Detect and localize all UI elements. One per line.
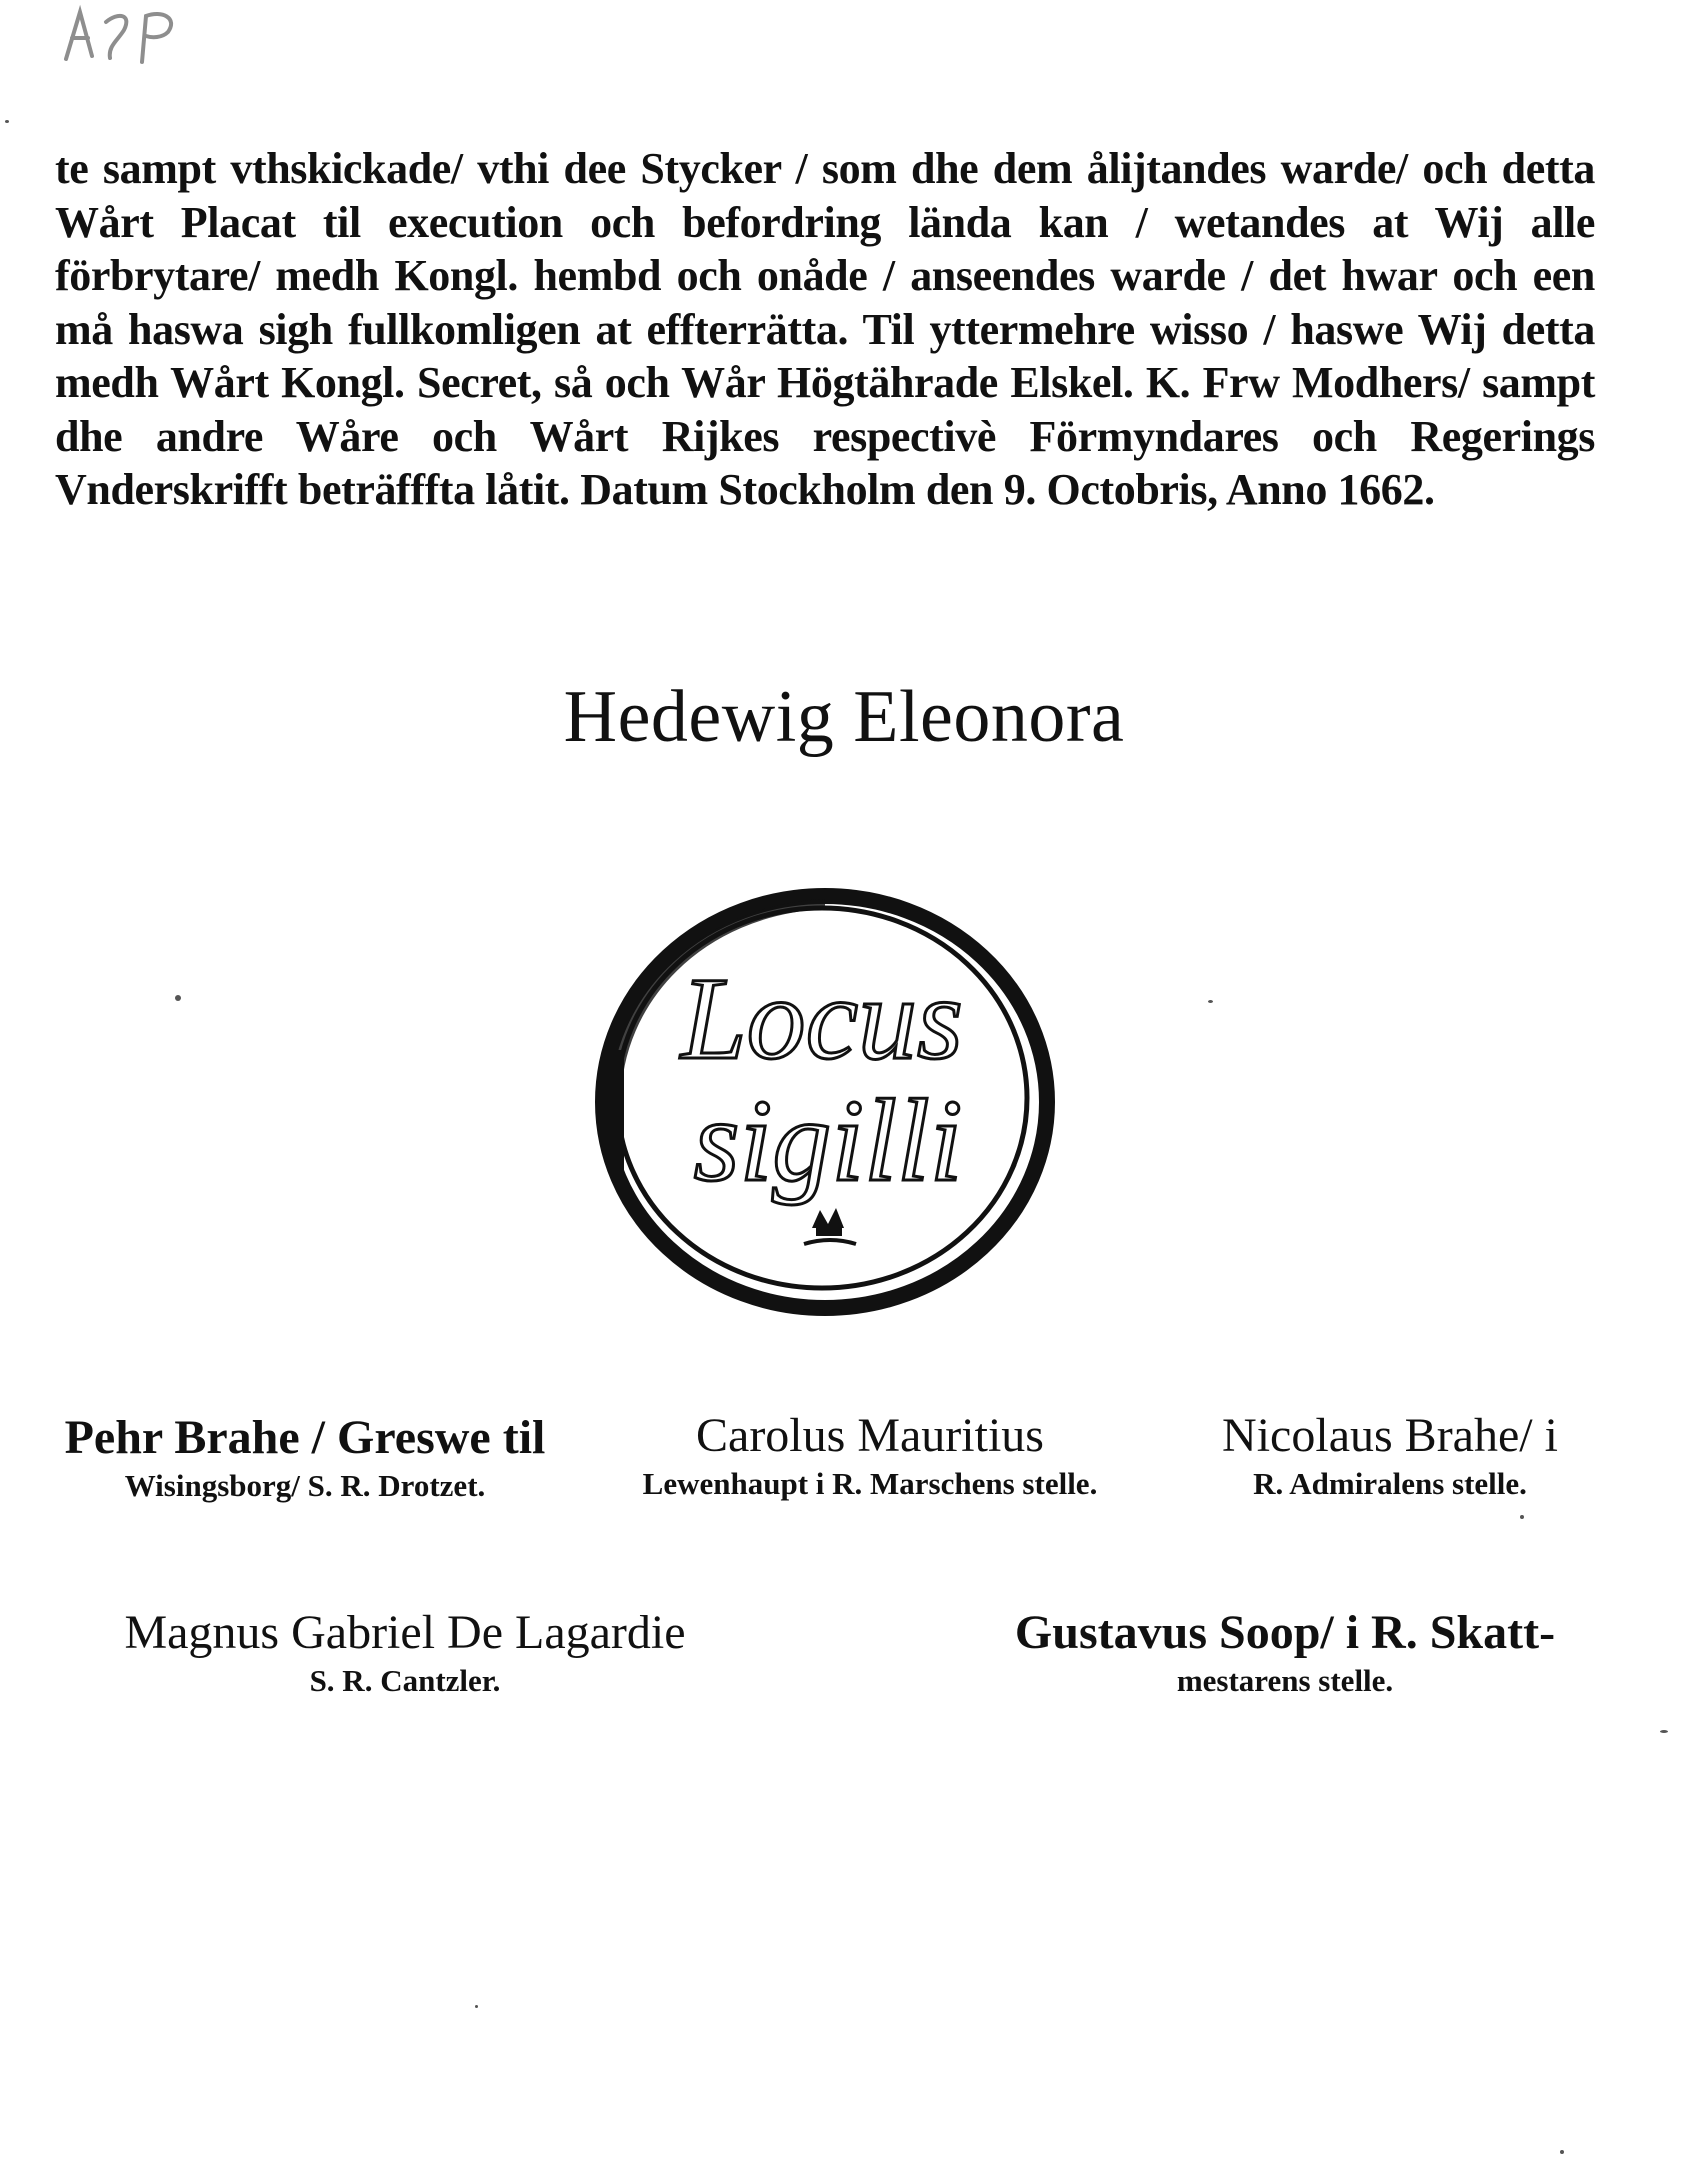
signatory-name: Magnus Gabriel De Lagardie	[124, 1606, 686, 1659]
signatory-name: Pehr Brahe / Greswe til	[64, 1411, 546, 1464]
signatory-title: mestarens stelle.	[1176, 1663, 1394, 1698]
signatory-title: S. R. Cantzler.	[309, 1663, 501, 1698]
signatory-nicolaus-brahe	[1180, 1408, 1600, 1504]
signatory-gustavus-soop	[975, 1605, 1595, 1701]
seal-text-line2: sigilli	[693, 1075, 963, 1206]
seal-text-line1: Locus	[681, 953, 963, 1084]
signatory-carolus-mauritius	[640, 1408, 1100, 1504]
handwritten-margin-note	[58, 4, 188, 64]
signatory-name: Nicolaus Brahe/ i	[1222, 1409, 1558, 1462]
signatory-name: Carolus Mauritius	[696, 1409, 1044, 1462]
signatory-title: Lewenhaupt i R. Marschens stelle.	[642, 1466, 1098, 1501]
crown-ornament-icon	[804, 1208, 856, 1244]
scan-speck	[1520, 1515, 1524, 1519]
scan-speck	[5, 120, 9, 123]
locus-sigilli-seal	[590, 880, 1060, 1320]
signatory-title: R. Admiralens stelle.	[1253, 1466, 1527, 1501]
scan-speck	[1560, 2150, 1564, 2154]
signatory-pehr-brahe	[45, 1410, 565, 1506]
signatory-name: Gustavus Soop/ i R. Skatt-	[1014, 1606, 1556, 1659]
signatory-magnus-gabriel-de-lagardie	[45, 1605, 765, 1701]
scan-speck	[1660, 1730, 1668, 1733]
decree-body-text: te sampt vthskickade/ vthi dee Stycker / som dhe dem ålijtandes warde/ och detta Wårt Placat til execution och befordring lända kan / wetandes at Wij alle förbrytare/ medh Kongl. hembd och onåde / anseendes warde / det hwar och een må haswa sigh fullkomligen at effterrätta. Til yttermehre wisso / haswe Wij detta medh Wårt Kongl. Secret, så och Wår Högtährade Elskel. K. Frw Modhers/ sampt dhe andre Wåre och Wårt Rijkes respectivè Förmyndares och Regerings Vnderskrifft beträfffta låtit. Datum Stockholm den 9. Octobris, Anno 1662.	[55, 144, 1595, 514]
signatory-title: Wisingsborg/ S. R. Drotzet.	[124, 1468, 486, 1503]
scan-speck	[1208, 1000, 1213, 1003]
royal-signature-name: Hedewig Eleonora	[563, 676, 1125, 758]
scan-speck	[475, 2005, 478, 2008]
scan-speck	[175, 995, 181, 1001]
